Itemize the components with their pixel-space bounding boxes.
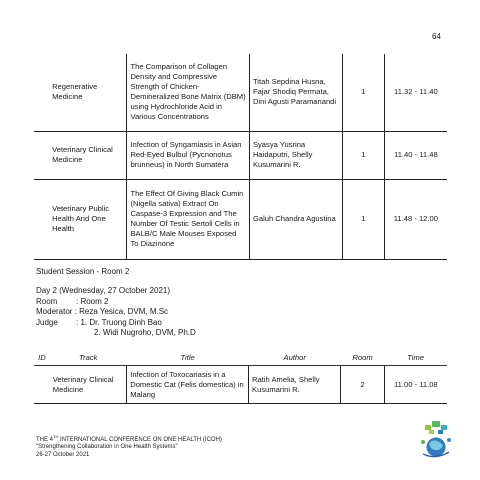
cell-title: The Comparison of Collagen Density and Compressive Strength of Chicken-Demineralized Bone Matrix (DBM) using Hydrochloride Acid in Various Concentrations — [127, 54, 250, 131]
session-day: Day 2 (Wednesday, 27 October 2021) — [36, 286, 170, 295]
session-title: Student Session - Room 2 — [36, 267, 130, 276]
cell-time: 11.48 - 12.00 — [384, 179, 447, 259]
session-info — [36, 286, 196, 339]
header-track: Track — [50, 350, 127, 366]
judge-label: Judge — [36, 317, 58, 327]
cell-track: Veterinary Public Health And One Health — [49, 179, 127, 259]
cell-title: Infection of Toxocariasis in a Domestic Cat (Felis domestica) in Malang — [127, 366, 249, 404]
cell-title: The Effect Of Giving Black Cumin (Nigella sativa) Extract On Caspase-3 Expression and The Number Of Testic Sertoli Cells in BALB/C Male Mouses Exposed To Diazinone — [127, 179, 250, 259]
header-room: Room — [341, 350, 384, 366]
cell-author: Galuh Chandra Agustina — [249, 179, 342, 259]
header-id: ID — [34, 350, 50, 366]
cell-room: 2 — [341, 366, 384, 404]
table-row — [34, 54, 447, 131]
cell-room: 1 — [342, 179, 384, 259]
cell-author: Syasya Yusrina Haidaputri, Shelly Kusumarini R. — [249, 131, 342, 179]
page-number: 64 — [432, 32, 441, 41]
cell-room: 1 — [342, 54, 384, 131]
conference-logo-icon — [417, 420, 455, 460]
cell-track: Regenerative Medicine — [49, 54, 127, 131]
cell-track: Veterinary Clinical Medicine — [49, 131, 127, 179]
schedule-table-bottom — [34, 350, 447, 404]
header-time: Time — [384, 350, 447, 366]
cell-id — [34, 131, 49, 179]
header-title: Title — [127, 350, 249, 366]
header-author: Author — [249, 350, 341, 366]
room-value: : Room 2 — [76, 296, 109, 306]
cell-track: Veterinary Clinical Medicine — [50, 366, 127, 404]
footer-conf-pre: THE 4 — [36, 437, 54, 443]
table-row — [34, 131, 447, 179]
table-row — [34, 366, 447, 404]
cell-id — [34, 179, 49, 259]
table-row — [34, 179, 447, 259]
cell-id — [34, 54, 49, 131]
cell-time: 11.40 - 11.48 — [384, 131, 447, 179]
cell-room: 1 — [342, 131, 384, 179]
footer-conference — [36, 433, 222, 444]
session-room — [36, 297, 196, 308]
footer — [36, 433, 222, 459]
cell-time: 11.32 - 11.40 — [384, 54, 447, 131]
cell-title: Infection of Syngamiasis in Asian Red-Eyed Bulbul (Pycnonotus brunneus) in North Sumatera — [127, 131, 250, 179]
table-header-row — [34, 350, 447, 366]
cell-time: 11.00 - 11.08 — [384, 366, 447, 404]
judge-2: 2. Widi Nugroho, DVM, Ph.D — [94, 328, 196, 337]
cell-author: Ratih Amelia, Shelly Kusumarini R. — [249, 366, 341, 404]
cell-author: Titah Sepdina Husna, Fajar Shodiq Permata, Dini Agusti Paramanandi — [249, 54, 342, 131]
footer-tagline: "Strengthening Collaboration in One Health Systems" — [36, 444, 178, 451]
session-judge — [36, 318, 196, 329]
session-moderator: Moderator : Reza Yesica, DVM, M.Sc — [36, 307, 169, 316]
schedule-table-top — [34, 54, 447, 260]
footer-conf-sup: TH — [53, 434, 59, 439]
room-label: Room — [36, 296, 58, 306]
cell-id — [34, 366, 50, 404]
footer-date: 26-27 October 2021 — [36, 451, 90, 458]
judge-1: : 1. Dr. Truong Dinh Bao — [76, 317, 162, 327]
footer-conf-post: INTERNATIONAL CONFERENCE ON ONE HEALTH (ICOH) — [58, 437, 222, 443]
